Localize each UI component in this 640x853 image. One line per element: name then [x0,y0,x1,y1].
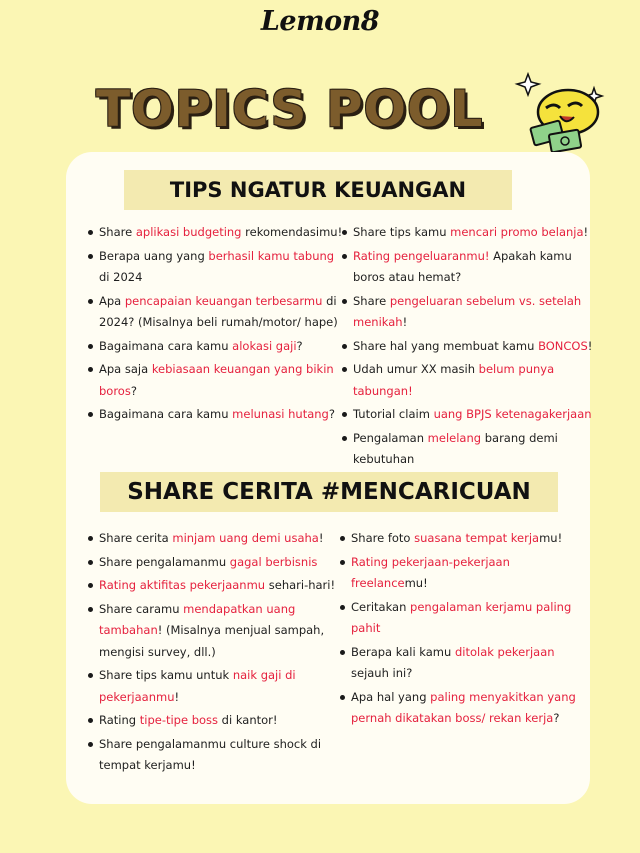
topic-item: Tutorial claim uang BPJS ketenagakerjaan [340,404,596,426]
topic-item: Berapa uang yang berhasil kamu tabung di 2024 [86,246,344,289]
highlight-text: Rating pengeluaranmu! [353,248,490,263]
highlight-text: naik gaji di pekerjaanmu [99,668,296,704]
topic-item: Share tips kamu mencari promo belanja! [340,222,596,244]
topic-item: Berapa kali kamu ditolak pekerjaan sejauh ini? [338,642,590,685]
topic-item: Share pengalamanmu gagal berbisnis [86,552,340,574]
highlight-text: belum punya tabungan! [353,362,555,398]
section-heading-keuangan: TIPS NGATUR KEUANGAN [124,170,512,210]
topic-item: Pengalaman melelang barang demi kebutuhan [340,428,596,471]
topic-item: Share cerita minjam uang demi usaha! [86,528,340,550]
highlight-text: pencapaian keuangan terbesarmu [124,293,323,308]
highlight-text: mendapatkan uang tambahan [99,601,296,637]
highlight-text: Rating aktifitas pekerjaanmu [99,578,266,592]
highlight-text: paling menyakitkan yang pernah dikatakan boss/ rekan kerja [351,689,576,725]
topic-item: Share aplikasi budgeting rekomendasimu! [86,222,344,244]
highlight-text: BONCOS [538,338,588,353]
highlight-text: pengeluaran sebelum vs. setelah menikah [353,293,582,329]
highlight-text: aplikasi budgeting [135,225,242,239]
highlight-text: alokasi gaji [232,338,297,353]
topic-item: Share hal yang membuat kamu BONCOS! [340,336,596,358]
highlight-text: melunasi hutang [232,407,329,421]
topic-item: Apa pencapaian keuangan terbesarmu di 2024? (Misalnya beli rumah/motor/ hape) [86,291,344,334]
topic-item: Rating pekerjaan-pekerjaan freelancemu! [338,552,590,595]
highlight-text: pengalaman kerjamu paling pahit [351,599,572,635]
topic-list [86,222,344,428]
topic-item: Share pengeluaran sebelum vs. setelah menikah! [340,291,596,334]
highlight-text: suasana tempat kerja [414,531,540,545]
highlight-text: berhasil kamu tabung [208,248,335,263]
highlight-text: gagal berbisnis [229,554,318,569]
highlight-text: minjam uang demi usaha [172,531,319,545]
topic-item: Ceritakan pengalaman kerjamu paling pahit [338,597,590,640]
section-heading-mencaricuan: SHARE CERITA #MENCARICUAN [100,472,558,512]
topic-item: Share foto suasana tempat kerjamu! [338,528,590,550]
highlight-text: melelang [427,430,482,445]
topic-item: Share caramu mendapatkan uang tambahan! (Misalnya menjual sampah, mengisi survey, dll.) [86,599,340,664]
topic-item: Apa hal yang paling menyakitkan yang pernah dikatakan boss/ rekan kerja? [338,687,590,730]
topic-item: Udah umur XX masih belum punya tabungan! [340,359,596,402]
page-title: TOPICS POOL [96,80,484,138]
highlight-text: mencari promo belanja [450,225,584,239]
highlight-text: uang BPJS ketenagakerjaan [433,407,592,421]
topic-item: Apa saja kebiasaan keuangan yang bikin boros? [86,359,344,402]
highlight-text: Rating pekerjaan-pekerjaan freelance [351,554,510,590]
topic-item: Bagaimana cara kamu alokasi gaji? [86,336,344,358]
brand-logo: Lemon8 [260,6,380,37]
topic-item: Bagaimana cara kamu melunasi hutang? [86,404,344,426]
highlight-text: kebiasaan keuangan yang bikin boros [99,362,334,398]
topic-list [340,222,596,473]
topic-list [86,528,340,779]
topic-list [338,528,590,732]
lemon-mascot-icon [510,66,610,166]
topic-item: Rating aktifitas pekerjaanmu sehari-hari! [86,575,340,597]
topic-item: Rating tipe-tipe boss di kantor! [86,710,340,732]
topic-item: Share tips kamu untuk naik gaji di pekerjaanmu! [86,665,340,708]
topic-item: Share pengalamanmu culture shock di tempat kerjamu! [86,734,340,777]
highlight-text: ditolak pekerjaan [454,644,555,659]
highlight-text: tipe-tipe boss [139,713,219,727]
topic-item: Rating pengeluaranmu! Apakah kamu boros atau hemat? [340,246,596,289]
